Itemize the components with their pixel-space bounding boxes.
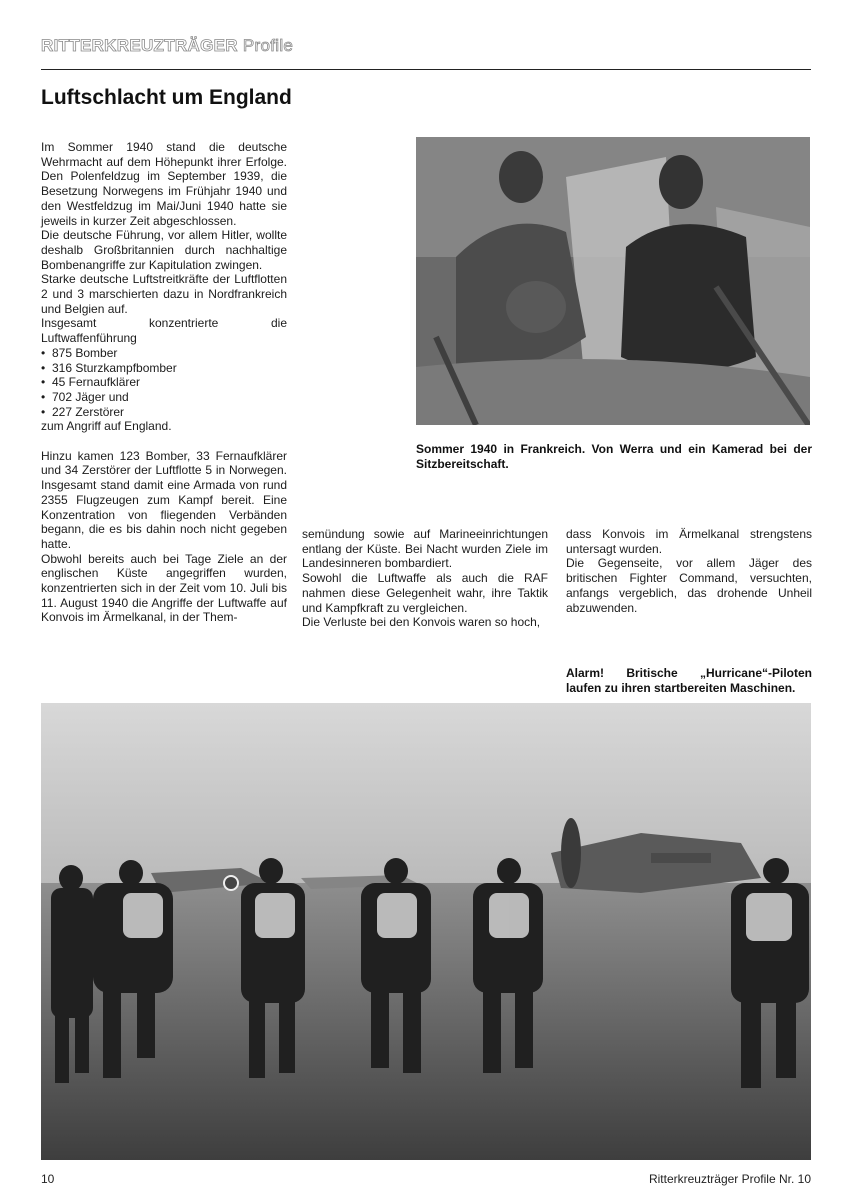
- series-title: RITTERKREUZTRÄGER: [41, 36, 238, 55]
- running-header: [41, 36, 293, 56]
- paragraph: semündung sowie auf Marineeinrichtungen entlang der Küste. Bei Nacht wurden Ziele im Landesinneren bombardiert.: [302, 527, 548, 571]
- photo-caption-1: Sommer 1940 in Frankreich. Von Werra und ein Kamerad bei der Sitzbereitschaft.: [416, 442, 812, 471]
- paragraph: zum Angriff auf England.: [41, 419, 172, 434]
- aircraft-list: [41, 346, 287, 420]
- paragraph: Die Gegenseite, vor allem Jäger des britischen Fighter Command, versuchten, anfangs vergeblich, das drohende Unheil abzuwenden.: [566, 556, 812, 615]
- article-title: Luftschlacht um England: [41, 86, 292, 109]
- text-column-3: [566, 527, 812, 615]
- paragraph: Hinzu kamen 123 Bomber, 33 Fernaufklärer und 34 Zerstörer der Luftflotte 5 in Norwegen. Insgesamt stand damit eine Armada von rund 2355 Flugzeugen zum Kampf bereit. Eine Konzentration von fliegenden Verbänden begann, die es bis dahin noch nicht gegeben hatte.: [41, 448, 287, 551]
- header-rule: [41, 69, 811, 70]
- text-column-2: [302, 527, 548, 630]
- paragraph: Sowohl die Luftwaffe als auch die RAF nahmen diese Gelegenheit wahr, ihre Taktik und Kampfkraft zu vergleichen.: [302, 571, 548, 615]
- photo-pilots-deckchairs: [416, 137, 810, 425]
- list-item: • 875 Bomber: [41, 346, 287, 361]
- list-item: • 316 Sturzkampfbomber: [41, 361, 287, 376]
- list-item: • 45 Fernaufklärer: [41, 375, 287, 390]
- list-item: • 702 Jäger und: [41, 390, 287, 405]
- photo-pilots-running: [41, 703, 811, 1160]
- paragraph: Im Sommer 1940 stand die deutsche Wehrmacht auf dem Höhepunkt ihrer Erfolge. Den Polenfeldzug im September 1939, die Besetzung Norwegens im Frühjahr 1940 und den Westfeldzug im Mai/Juni 1940 hatte sie jeweils in kurzer Zeit abgeschlossen.: [41, 140, 287, 228]
- list-item: • 227 Zerstörer: [41, 405, 287, 420]
- photo-caption-2: Alarm! Britische „Hurricane“-Piloten laufen zu ihren startbereiten Maschinen.: [566, 666, 812, 695]
- paragraph: Obwohl bereits auch bei Tage Ziele an der englischen Küste angegriffen wurden, konzentrierten sich in der Zeit vom 10. Juli bis 11. August 1940 die Angriffe der Luftwaffe auf Konvois im Ärmelkanal, in der Them-: [41, 551, 287, 625]
- paragraph: dass Konvois im Ärmelkanal strengstens untersagt wurden.: [566, 527, 812, 556]
- publication-footer: Ritterkreuzträger Profile Nr. 10: [648, 1172, 811, 1186]
- paragraph: Die deutsche Führung, vor allem Hitler, wollte deshalb Großbritannien durch nachhaltige Bombenangriffe zur Kapitulation zwingen.: [41, 228, 287, 272]
- series-suffix: Profile: [242, 36, 294, 55]
- text-column-1: [41, 140, 287, 625]
- paragraph: Die Verluste bei den Konvois waren so hoch,: [302, 615, 541, 630]
- paragraph: Starke deutsche Luftstreitkräfte der Luftflotten 2 und 3 marschierten dazu in Nordfrankreich und Belgien auf.: [41, 272, 287, 316]
- page-number: 10: [41, 1172, 55, 1186]
- paragraph: Insgesamt konzentrierte die Luftwaffenführung: [41, 316, 287, 346]
